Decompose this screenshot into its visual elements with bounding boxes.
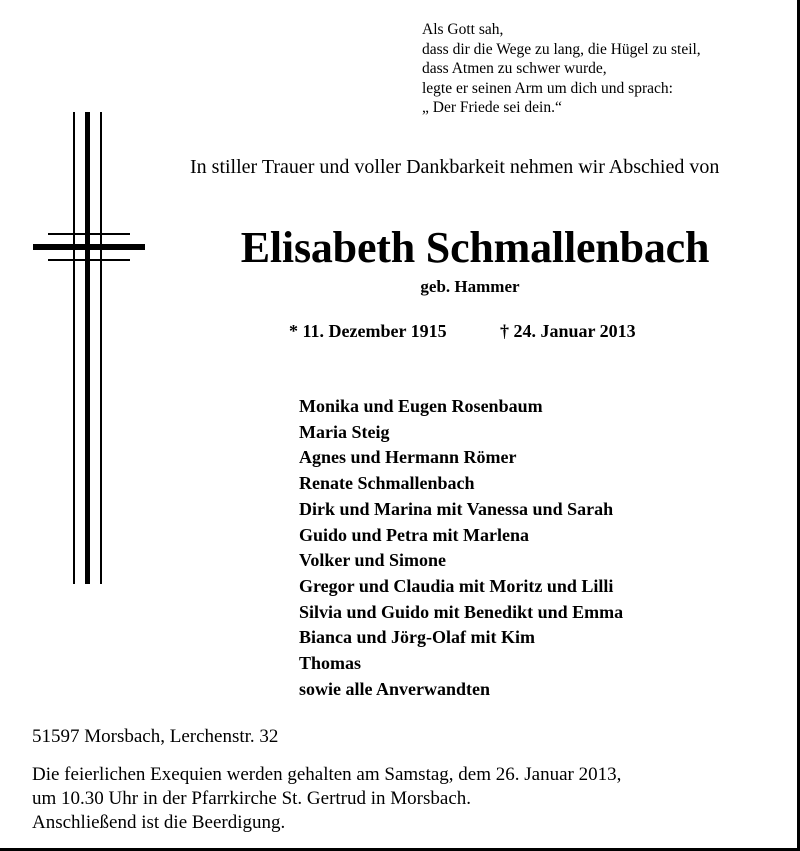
birth-date: * 11. Dezember 1915 (289, 321, 447, 341)
mourner-entry: Gregor und Claudia mit Moritz und Lilli (299, 575, 614, 596)
mourner-entry: Agnes und Hermann Römer (299, 447, 517, 468)
intro-text: In stiller Trauer und voller Dankbarkeit nehmen wir Abschied von (190, 156, 720, 178)
mourner-entry: Silvia und Guido mit Benedikt und Emma (299, 601, 624, 622)
mourners-list (299, 394, 623, 702)
mourner-entry: Maria Steig (299, 421, 390, 442)
service-line: Die feierlichen Exequien werden gehalten am Samstag, dem 26. Januar 2013, (32, 764, 622, 785)
death-date: † 24. Januar 2013 (500, 321, 636, 341)
mourner-entry: sowie alle Anverwandten (299, 678, 490, 699)
mourner-entry: Renate Schmallenbach (299, 473, 475, 494)
service-line: um 10.30 Uhr in der Pfarrkirche St. Gertrud in Morsbach. (32, 788, 472, 809)
mourner-entry: Dirk und Marina mit Vanessa und Sarah (299, 498, 614, 519)
address: 51597 Morsbach, Lerchenstr. 32 (32, 726, 279, 747)
poem-line: legte er seinen Arm um dich und sprach: (422, 79, 673, 97)
deceased-name: Elisabeth Schmallenbach (240, 223, 710, 272)
service-line: Anschließend ist die Beerdigung. (32, 812, 286, 833)
maiden-name: geb. Hammer (420, 277, 520, 296)
poem (422, 20, 782, 118)
mourner-entry: Monika und Eugen Rosenbaum (299, 396, 543, 416)
mourner-entry: Volker und Simone (299, 550, 447, 571)
mourner-entry: Bianca und Jörg-Olaf mit Kim (299, 627, 536, 648)
service-info (32, 763, 621, 835)
poem-line: dass Atmen zu schwer wurde, (422, 60, 607, 77)
mourner-entry: Guido und Petra mit Marlena (299, 524, 529, 545)
cross-icon (30, 112, 148, 584)
poem-line: „ Der Friede sei dein.“ (422, 99, 562, 116)
poem-line: dass dir die Wege zu lang, die Hügel zu steil, (422, 40, 701, 58)
mourner-entry: Thomas (299, 653, 362, 674)
poem-line: Als Gott sah, (422, 21, 504, 38)
